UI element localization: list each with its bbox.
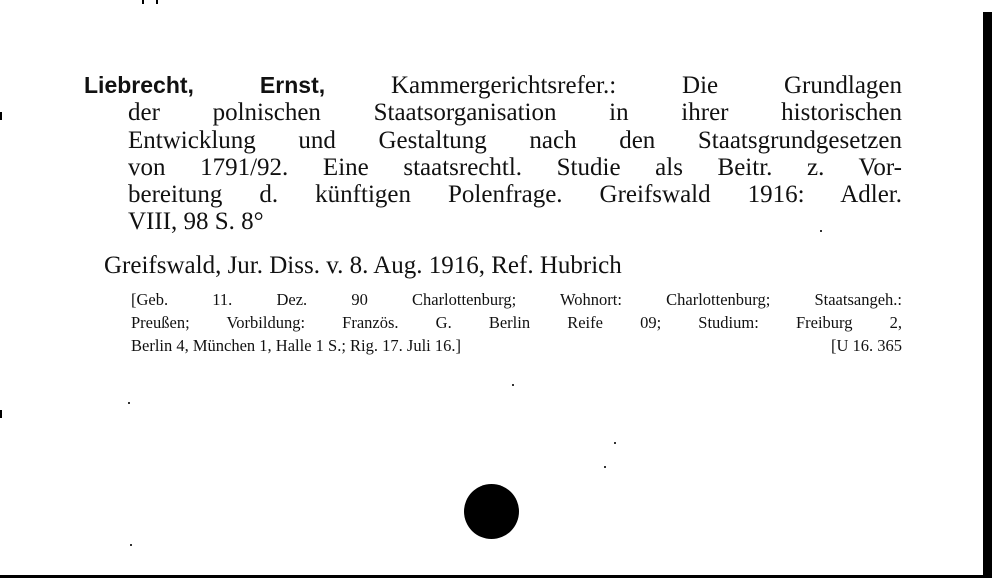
entry-line-4: von 1791/92. Eine staatsrechtl. Studie als Beitr. z. Vor- — [128, 153, 902, 181]
entry-line-3: Entwicklung und Gestaltung nach den Staatsgrundgesetzen — [128, 126, 902, 154]
punch-hole — [464, 484, 519, 539]
biographical-note — [131, 288, 902, 357]
scan-mark — [142, 0, 144, 4]
scan-speck — [512, 384, 514, 386]
scan-speck — [820, 230, 822, 232]
bio-line-3-text: Berlin 4, München 1, Halle 1 S.; Rig. 17. Juli 16.] — [131, 336, 461, 355]
shelfmark: [U 16. 365 — [830, 336, 902, 355]
entry-line-2: der polnischen Staatsorganisation in ihrer historischen — [128, 99, 902, 127]
bio-line-2: Preußen; Vorbildung: Französ. G. Berlin Reife 09; Studium: Freiburg 2, — [131, 313, 902, 332]
scan-mark — [0, 410, 2, 418]
scan-speck — [614, 442, 616, 444]
entry-line-5: bereitung d. künftigen Polenfrage. Greifswald 1916: Adler. — [128, 181, 902, 209]
bibliographic-entry — [84, 72, 902, 236]
scan-speck — [604, 466, 606, 468]
entry-line-6: VIII, 98 S. 8° — [128, 208, 264, 236]
bio-line-3 — [131, 334, 902, 357]
card-right-edge — [983, 12, 992, 578]
scan-mark — [0, 112, 2, 120]
author-name: Liebrecht, Ernst, — [84, 72, 326, 98]
scan-speck — [128, 402, 130, 404]
scan-speck — [130, 544, 132, 546]
dissertation-note: Greifswald, Jur. Diss. v. 8. Aug. 1916, Ref. Hubrich — [104, 252, 622, 279]
bio-line-1: [Geb. 11. Dez. 90 Charlottenburg; Wohnort: Charlottenburg; Staatsangeh.: — [131, 290, 902, 309]
entry-text: Kammergerichtsrefer.: Die Grundlagen — [325, 72, 903, 99]
entry-line-1 — [84, 72, 902, 99]
scan-mark — [156, 0, 158, 4]
